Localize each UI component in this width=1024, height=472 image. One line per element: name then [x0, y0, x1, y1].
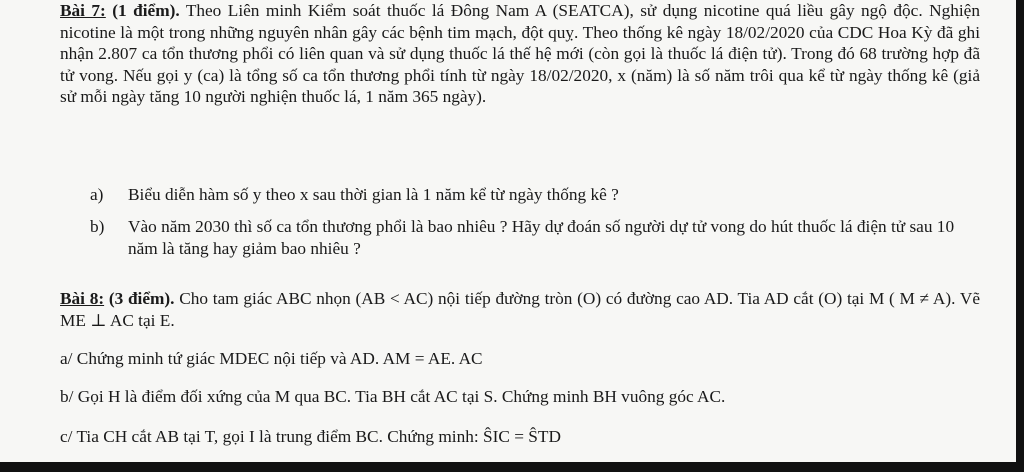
bai7-question-b	[92, 216, 982, 259]
bai7-a-text: Biểu diễn hàm số y theo x sau thời gian là 1 năm kể từ ngày thống kê ?	[128, 185, 619, 204]
bai7-b-label: b)	[90, 217, 105, 236]
bai7-intro: Theo Liên minh Kiểm soát thuốc lá Đông Nam A (SEATCA), sử dụng nicotine quá liều gây ngộ độc. Nghiện nicotine là một trong những nguyên nhân gây các bệnh tim mạch, đột quỵ. Theo thống kê ngày 18/02/2020 của CDC Hoa Kỳ đã ghi nhận 2.807 ca tổn thương phổi có liên quan và sử dụng thuốc lá thế hệ mới (còn gọi là thuốc lá điện tử). Trong đó 68 trường hợp đã tử vong. Nếu gọi y (ca) là tổng số ca tổn thương phổi tính từ ngày 18/02/2020, x (năm) là số năm trôi qua kể từ ngày thống kê (giả sử mỗi ngày tăng 10 người nghiện thuốc lá, 1 năm 365 ngày).	[60, 1, 980, 106]
bai7-question-a	[92, 184, 982, 206]
bai8-question-a: a/ Chứng minh tứ giác MDEC nội tiếp và AD. AM = AE. AC	[60, 349, 483, 368]
bai8-points: (3 điểm).	[108, 289, 175, 308]
bai8-statement	[60, 288, 980, 331]
bai7-statement	[60, 0, 980, 108]
bai8-question-b: b/ Gọi H là điểm đối xứng của M qua BC. Tia BH cắt AC tại S. Chứng minh BH vuông góc AC.	[60, 387, 726, 406]
bai8-question-c: c/ Tia CH cắt AB tại T, gọi I là trung điểm BC. Chứng minh: ŜIC = ŜTD	[60, 427, 561, 446]
bai7-points: (1 điểm).	[112, 1, 180, 20]
bai7-b-text: Vào năm 2030 thì số ca tổn thương phổi là bao nhiêu ? Hãy dự đoán số người dự tử vong do hút thuốc lá điện tử sau 10 năm là tăng hay giảm bao nhiêu ?	[128, 217, 955, 258]
bai7-a-label: a)	[90, 185, 104, 204]
bai8-intro: Cho tam giác ABC nhọn (AB < AC) nội tiếp đường tròn (O) có đường cao AD. Tia AD cắt (O) tại M ( M ≠ A). Vẽ ME ⊥ AC tại E.	[60, 289, 980, 330]
bai8-title: Bài 8:	[60, 289, 105, 308]
bai7-title: Bài 7:	[60, 1, 106, 20]
